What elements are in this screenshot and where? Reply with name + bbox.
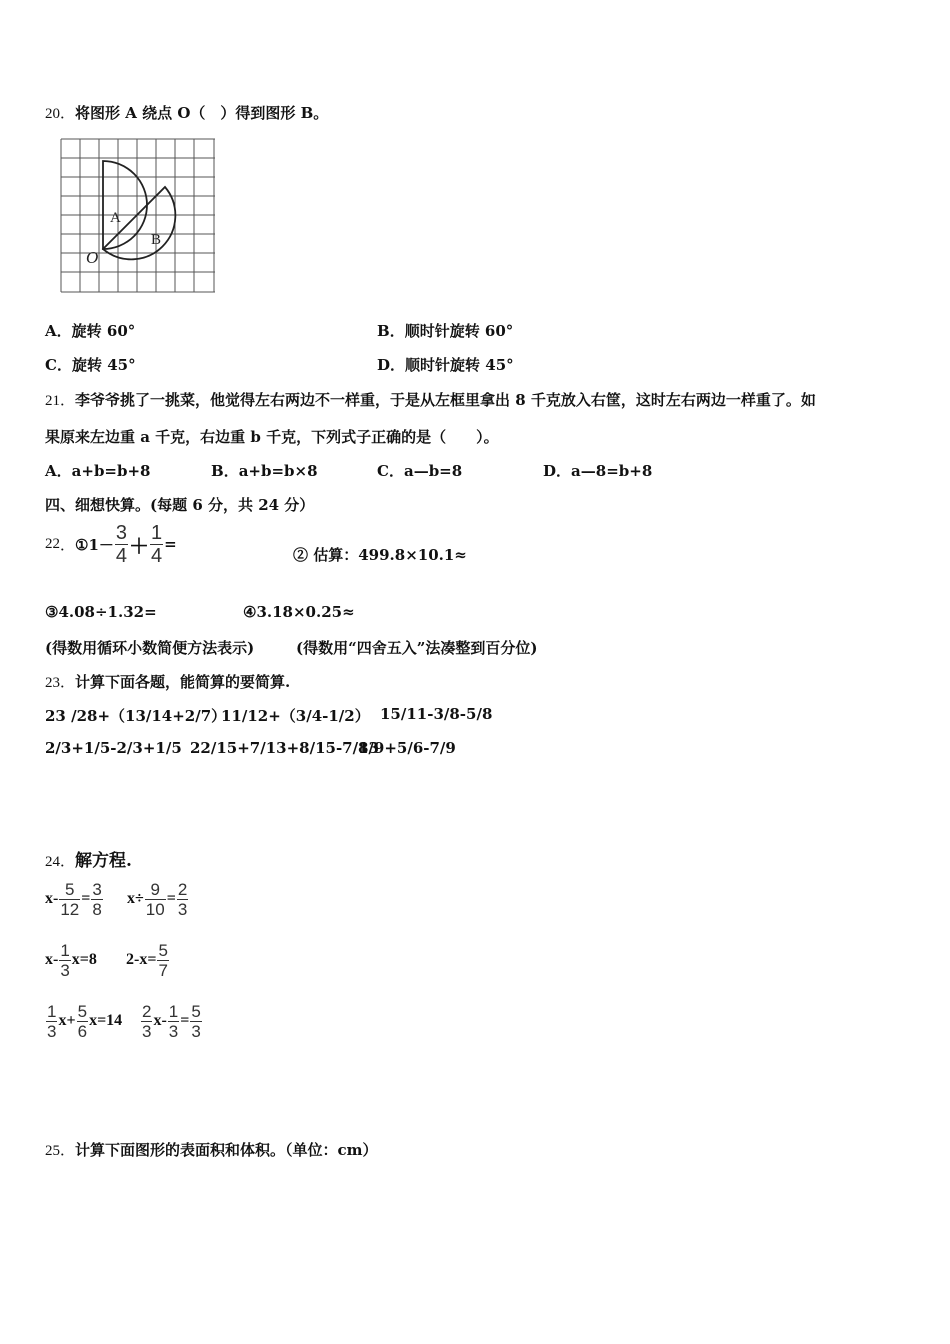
q23-number: 23 [45, 675, 60, 691]
equation-1: x- $\frac{5}{12}$ = $\frac{3}{8}$ [45, 879, 102, 919]
q22-part4: ④3.18×0.25≈ [243, 603, 355, 621]
q22-part1: 22 ． ①1－ $\frac{3}{4}$ ＋ $\frac{1}{4}$ = [45, 521, 177, 567]
q20-stem: 20．将图形 A 绕点 O（ ）得到图形 B。 [45, 104, 329, 122]
q21-option-c[interactable]: C．a—b=8 [377, 462, 463, 480]
fraction: $\frac{1}{4}$ [151, 521, 163, 567]
q22-part3: ③4.08÷1.32= [45, 603, 157, 621]
q23-stem: 23．计算下面各题，能简算的要简算. [45, 673, 291, 691]
label-a: A [110, 210, 121, 226]
q25-number: 25 [45, 1143, 60, 1159]
q20-number: 20 [45, 106, 60, 122]
q21-stem-line2: 果原来左边重 a 千克，右边重 b 千克，下列式子正确的是（ ）。 [45, 428, 499, 446]
equation-5: $\frac{1}{3}$ x+ $\frac{5}{6}$ x=14 [47, 1001, 123, 1041]
q21-option-a[interactable]: A．a+b=b+8 [45, 462, 151, 480]
fraction: $\frac{5}{6}$ [77, 1001, 88, 1041]
q22-note-1: (得数用循环小数简便方法表示) [45, 639, 255, 657]
q22-number: 22 [45, 535, 60, 552]
fraction: $\frac{1}{3}$ [47, 1001, 57, 1041]
equation-6: $\frac{2}{3}$ x- $\frac{1}{3}$ = $\frac{5}{3}$ [142, 1001, 201, 1041]
q22-part2: ② 估算：499.8×10.1≈ [293, 546, 467, 564]
label-o: O [86, 248, 99, 267]
fraction: $\frac{1}{3}$ [60, 940, 70, 980]
rotation-figure [58, 136, 220, 298]
fraction: $\frac{3}{4}$ [115, 521, 128, 567]
fraction: $\frac{1}{3}$ [168, 1001, 179, 1041]
q23-expr-2: 11/12+（3/4-1/2） [221, 707, 370, 725]
q22-note-2: (得数用“四舍五入”法凑整到百分位) [296, 639, 538, 657]
fraction: $\frac{5}{7}$ [158, 940, 168, 980]
fraction: $\frac{5}{3}$ [191, 1001, 201, 1041]
fraction: $\frac{2}{3}$ [142, 1001, 152, 1041]
q21-stem-line1: 21．李爷爷挑了一挑菜，他觉得左右两边不一样重，于是从左框里拿出 8 千克放入右筐，这时左右两边一样重了。如 [45, 391, 816, 409]
q20-option-c[interactable]: C．旋转 45° [45, 356, 136, 374]
equation-2: x÷ $\frac{9}{10}$ = $\frac{2}{3}$ [127, 879, 188, 919]
q24-number: 24 [45, 854, 60, 870]
q23-expr-6: 8/9+5/6-7/9 [358, 739, 456, 757]
q25-stem: 25．计算下面图形的表面积和体积。（单位：cm） [45, 1141, 378, 1159]
shape-a [103, 161, 147, 249]
q20-text: 将图形 A 绕点 O（ ）得到图形 B。 [75, 104, 329, 122]
q21-number: 21 [45, 393, 60, 409]
q23-expr-3: 15/11-3/8-5/8 [380, 705, 493, 723]
q23-expr-1: 23 /28+（13/14+2/7） [45, 707, 227, 725]
q21-option-d[interactable]: D．a—8=b+8 [543, 462, 653, 480]
section-heading: 四、细想快算。(每题 6 分，共 24 分） [45, 496, 315, 514]
q24-stem: 24．解方程. [45, 851, 132, 871]
label-b: B [151, 232, 162, 248]
fraction: $\frac{5}{12}$ [60, 879, 80, 919]
fraction: $\frac{9}{10}$ [145, 879, 165, 919]
equation-4: 2-x= $\frac{5}{7}$ [126, 940, 168, 980]
q23-expr-4: 2/3+1/5-2/3+1/5 [45, 739, 182, 757]
q20-option-a[interactable]: A．旋转 60° [45, 322, 136, 340]
q20-option-d[interactable]: D．顺时针旋转 45° [377, 356, 514, 374]
q23-expr-5: 22/15+7/13+8/15-7/13 [190, 739, 379, 757]
equation-3: x- $\frac{1}{3}$ x=8 [45, 940, 97, 980]
fraction: $\frac{2}{3}$ [177, 879, 188, 919]
fraction: $\frac{3}{8}$ [92, 879, 102, 919]
q21-option-b[interactable]: B．a+b=b×8 [211, 462, 318, 480]
q20-option-b[interactable]: B．顺时针旋转 60° [377, 322, 514, 340]
